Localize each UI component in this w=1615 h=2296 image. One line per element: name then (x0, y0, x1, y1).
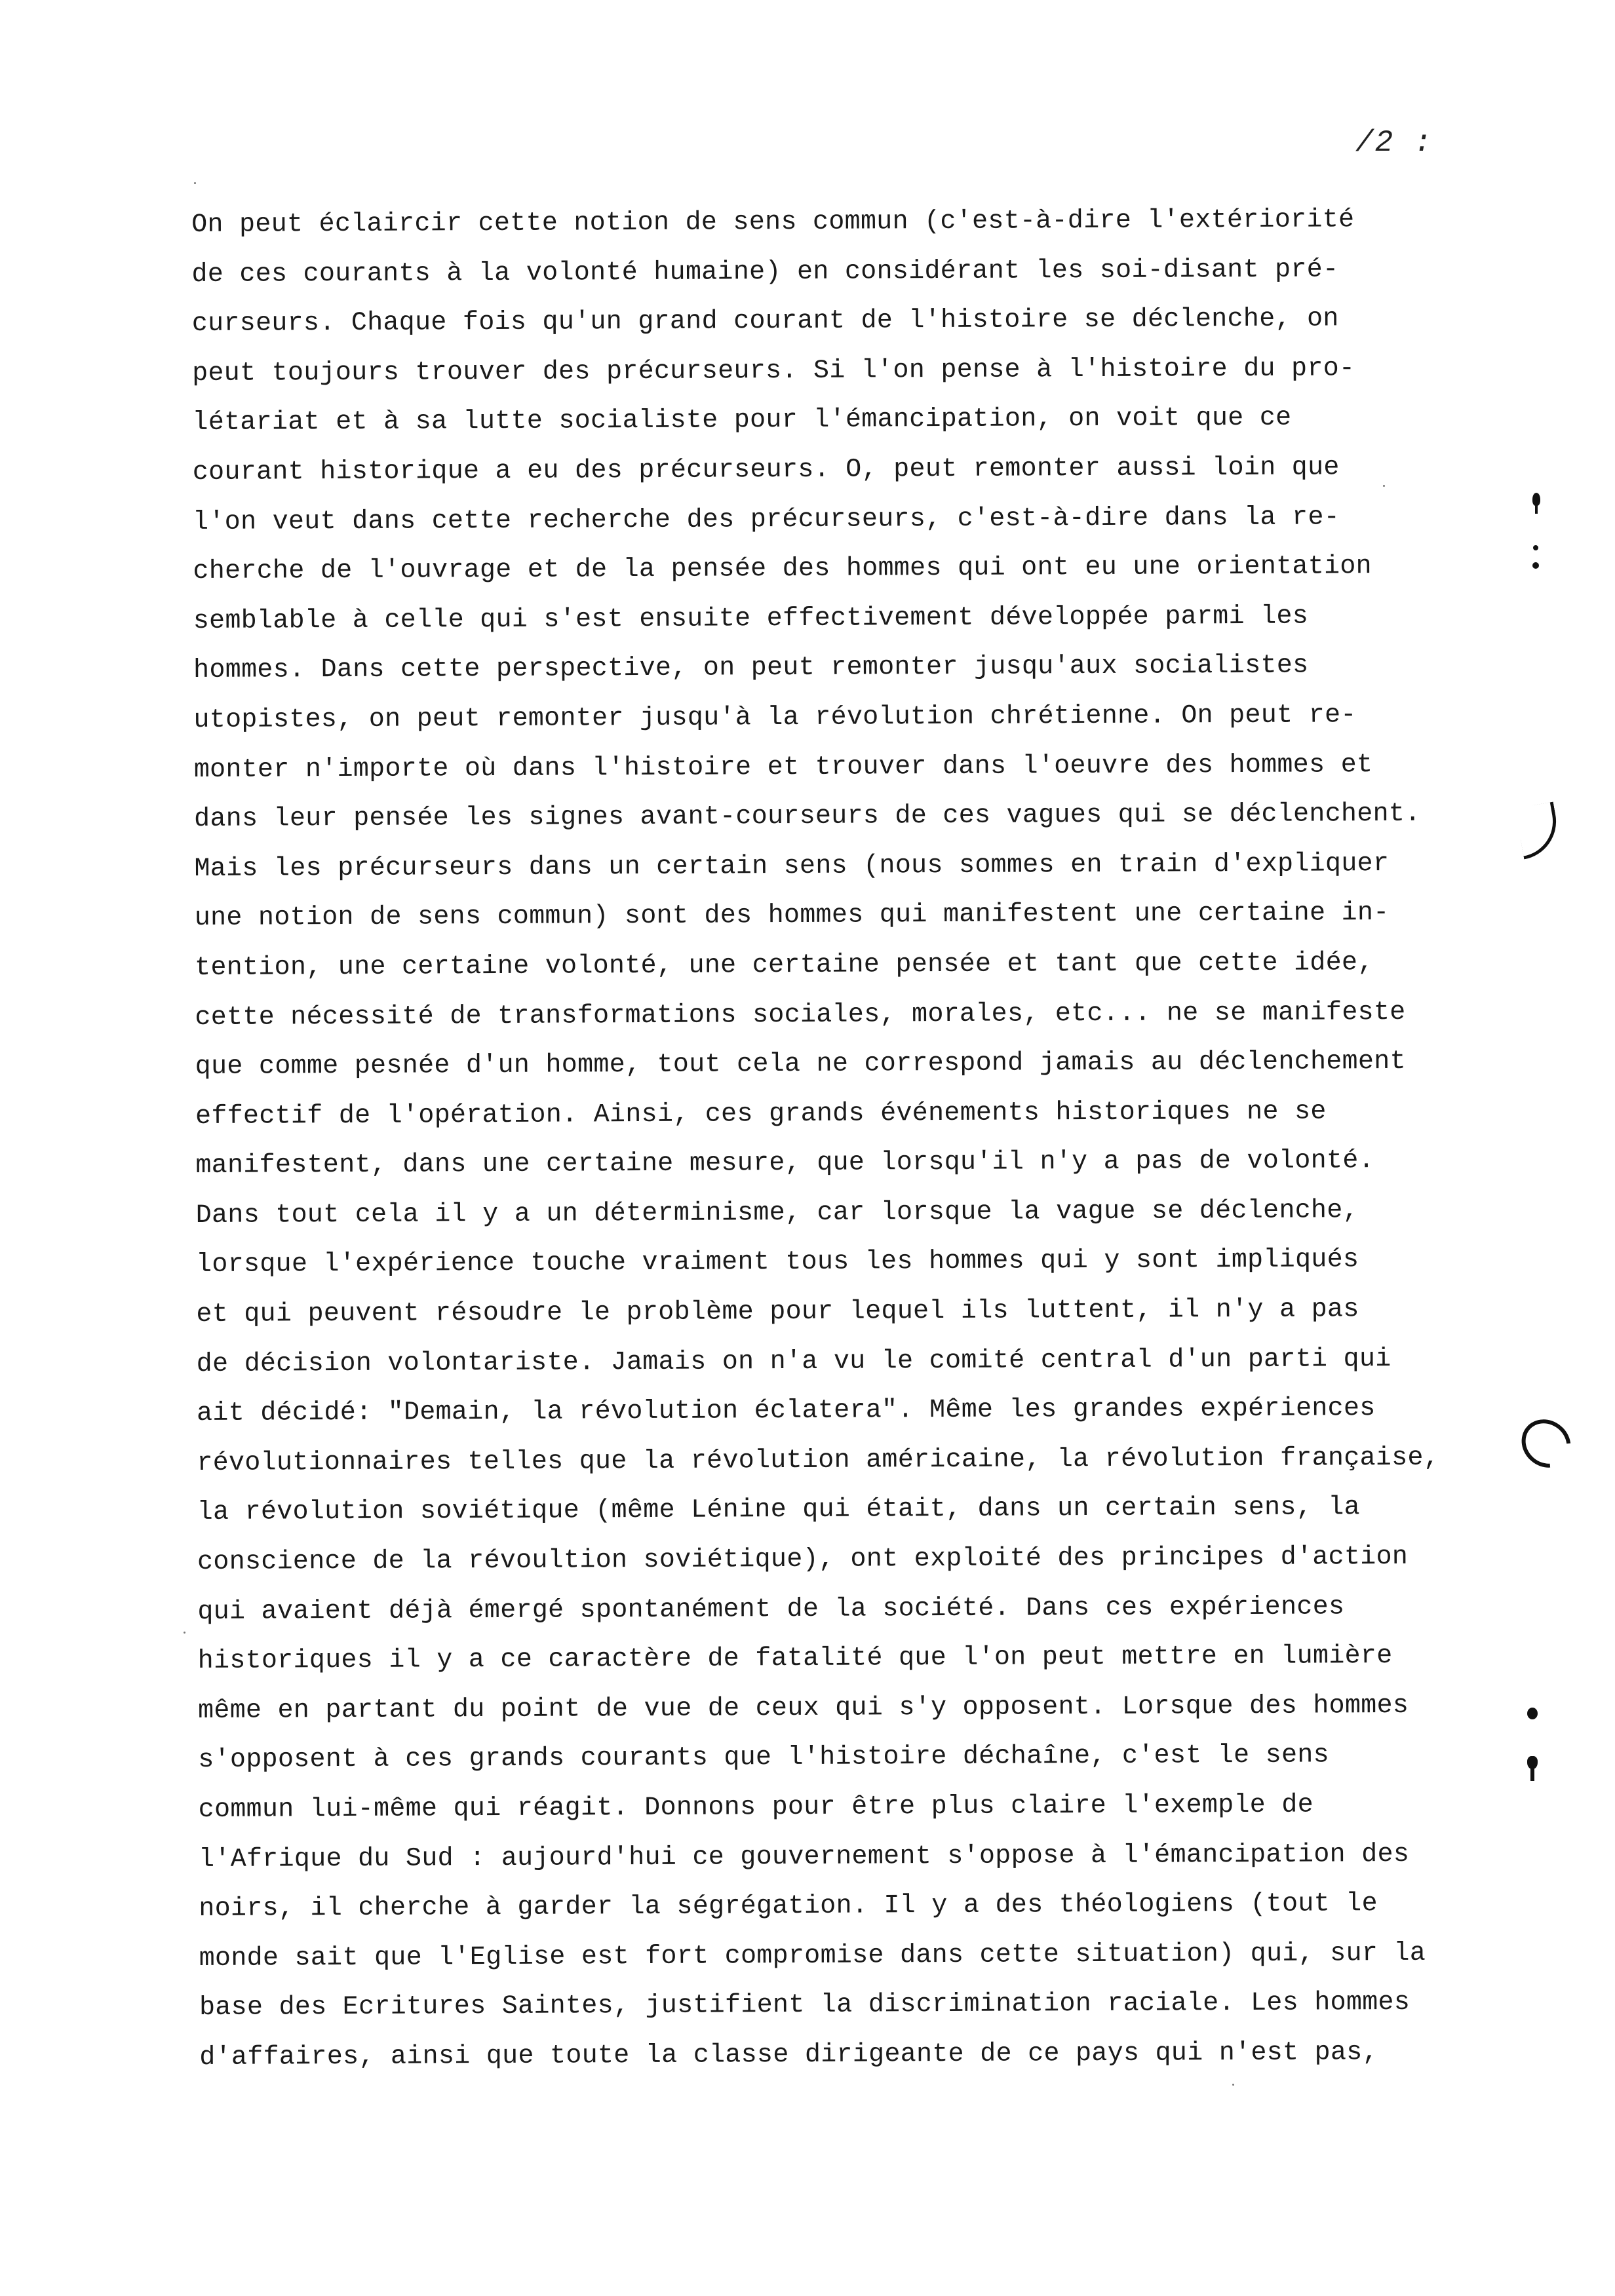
text-line: létariat et à sa lutte socialiste pour l'émancipation, on voit que ce (192, 404, 1292, 438)
text-line: qui avaient déjà émergé spontanément de la société. Dans ces expériences (197, 1592, 1345, 1627)
page-number: /2 : (1355, 126, 1433, 160)
text-line: effectif de l'opération. Ainsi, ces grands événements historiques ne se (195, 1097, 1327, 1132)
text-line: base des Ecritures Saintes, justifient la discrimination raciale. Les hommes (199, 1988, 1411, 2023)
scan-speck (1383, 485, 1385, 487)
text-line: s'opposent à ces grands courants que l'histoire déchaîne, c'est le sens (198, 1740, 1330, 1776)
text-line: ait décidé: "Demain, la révolution éclatera". Même les grandes expériences (196, 1394, 1376, 1429)
text-line: une notion de sens commun) sont des hommes qui manifestent une certaine in- (194, 898, 1390, 934)
text-line: noirs, il cherche à garder la ségrégation. Il y a des théologiens (tout le (199, 1889, 1378, 1924)
text-line: dans leur pensée les signes avant-courseurs de ces vagues qui se déclenchent. (194, 799, 1421, 835)
text-line: curseurs. Chaque fois qu'un grand courant de l'histoire se déclenche, on (191, 304, 1339, 339)
text-line: courant historique a eu des précurseurs. O, peut remonter aussi loin que (192, 453, 1340, 488)
text-line: manifestent, dans une certaine mesure, que lorsqu'il n'y a pas de volonté. (195, 1146, 1375, 1181)
text-line: l'on veut dans cette recherche des précurseurs, c'est-à-dire dans la re- (193, 502, 1340, 537)
text-line: hommes. Dans cette perspective, on peut remonter jusqu'aux socialistes (193, 651, 1309, 686)
text-line: de décision volontariste. Jamais on n'a vu le comité central d'un parti qui (196, 1344, 1391, 1379)
text-line: commun lui-même qui réagit. Donnons pour être plus claire l'exemple de (198, 1790, 1314, 1825)
scan-speck (1232, 2084, 1234, 2086)
margin-ring-mark (1512, 1409, 1581, 1478)
text-line: révolutionnaires telles que la révolution américaine, la révolution française, (197, 1443, 1440, 1478)
margin-mark (1535, 505, 1538, 514)
text-line: lorsque l'expérience touche vraiment tous les hommes qui y sont impliqués (195, 1245, 1359, 1280)
margin-mark (1532, 562, 1539, 569)
text-line: utopistes, on peut remonter jusqu'à la révolution chrétienne. On peut re- (193, 700, 1357, 735)
text-line: monde sait que l'Eglise est fort compromise dans cette situation) qui, sur la (199, 1938, 1426, 1974)
margin-mark (1527, 1708, 1538, 1719)
margin-bracket-mark (1515, 801, 1563, 859)
text-line: conscience de la révoultion soviétique), ont exploité des principes d'action (197, 1542, 1409, 1578)
text-line: tention, une certaine volonté, une certaine pensée et tant que cette idée, (195, 948, 1374, 983)
scan-speck (194, 182, 196, 184)
text-line: Dans tout cela il y a un déterminisme, car lorsque la vague se déclenche, (195, 1196, 1359, 1231)
margin-mark (1532, 493, 1540, 506)
text-line: semblable à celle qui s'est ensuite effectivement développée parmi les (193, 602, 1309, 636)
scan-speck (184, 1632, 185, 1634)
text-line: On peut éclaircir cette notion de sens commun (c'est-à-dire l'extériorité (191, 205, 1355, 240)
text-line: monter n'importe où dans l'histoire et trouver dans l'oeuvre des hommes et (193, 750, 1373, 785)
text-line: d'affaires, ainsi que toute la classe dirigeante de ce pays qui n'est pas, (199, 2038, 1378, 2073)
text-line: cette nécessité de transformations sociales, morales, etc... ne se manifeste (195, 997, 1406, 1033)
text-line: que comme pesnée d'un homme, tout cela ne correspond jamais au déclenchement (195, 1047, 1406, 1082)
body-text (191, 195, 1485, 2082)
text-line: historiques il y a ce caractère de fatalité que l'on peut mettre en lumière (197, 1641, 1393, 1677)
margin-mark (1530, 1767, 1534, 1781)
text-line: la révolution soviétique (même Lénine qui était, dans un certain sens, la (197, 1493, 1361, 1528)
margin-mark (1533, 545, 1538, 550)
text-line: cherche de l'ouvrage et de la pensée des hommes qui ont eu une orientation (193, 552, 1372, 587)
text-line: l'Afrique du Sud : aujourd'hui ce gouvernement s'oppose à l'émancipation des (198, 1839, 1410, 1875)
text-line: et qui peuvent résoudre le problème pour lequel ils luttent, il n'y a pas (196, 1295, 1359, 1330)
text-line: de ces courants à la volonté humaine) en considérant les soi-disant pré- (191, 254, 1339, 290)
text-line: Mais les précurseurs dans un certain sens (nous sommes en train d'expliquer (194, 849, 1390, 884)
text-line: même en partant du point de vue de ceux qui s'y opposent. Lorsque des hommes (197, 1691, 1409, 1726)
text-line: peut toujours trouver des précurseurs. Si l'on pense à l'histoire du pro- (192, 354, 1355, 389)
